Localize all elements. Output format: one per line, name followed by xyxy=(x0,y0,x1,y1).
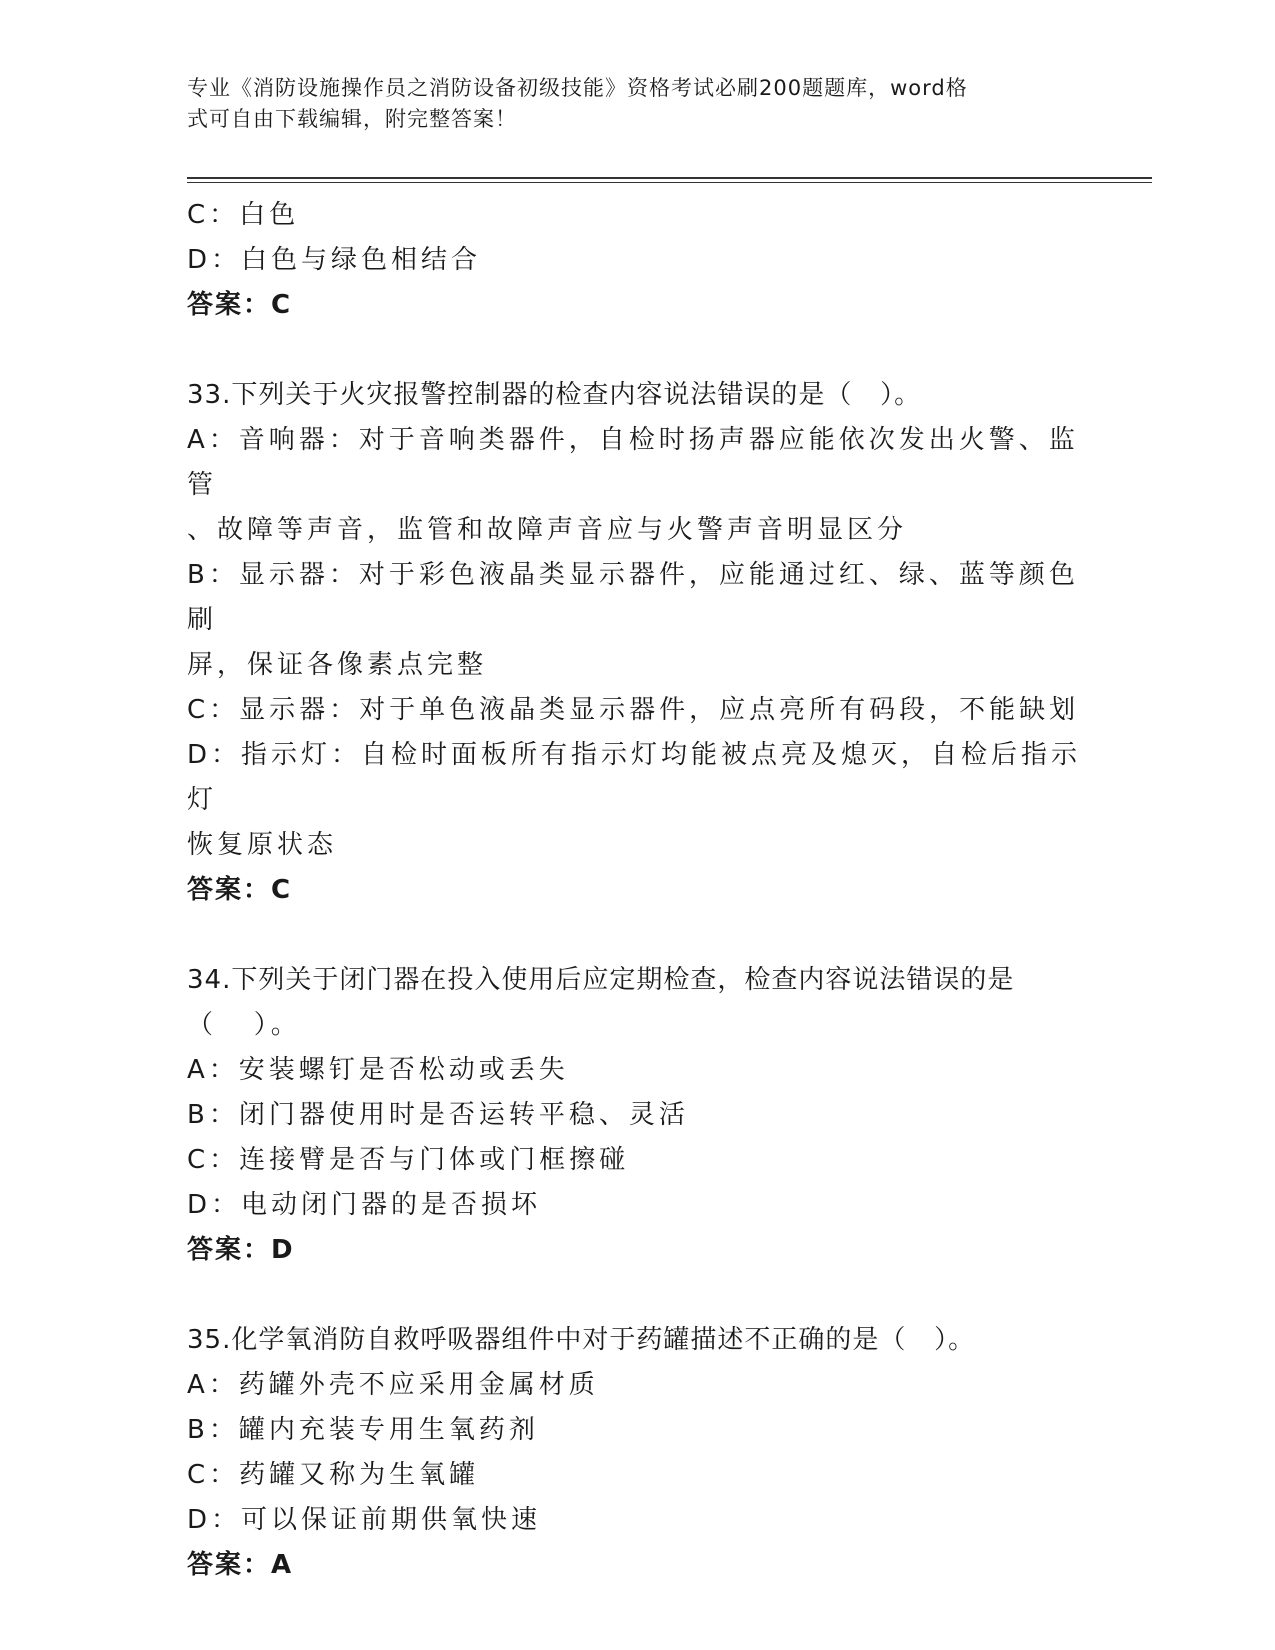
answer-line: 答案：C xyxy=(187,875,293,905)
option-line: C：药罐又称为生氧罐 xyxy=(187,1460,480,1490)
option-line: C：显示器：对于单色液晶类显示器件，应点亮所有码段，不能缺划 xyxy=(187,695,1080,725)
answer-line: 答案：C xyxy=(187,290,293,320)
option-line: C：连接臂是否与门体或门框擦碰 xyxy=(187,1145,630,1175)
option-line: 屏，保证各像素点完整 xyxy=(187,650,488,680)
spacer xyxy=(187,328,1087,373)
option-line: D：可以保证前期供氧快速 xyxy=(187,1505,542,1535)
header-line-2: 式可自由下载编辑，附完整答案！ xyxy=(187,107,517,131)
option-line: D：指示灯：自检时面板所有指示灯均能被点亮及熄灭，自检后指示灯 xyxy=(187,740,1082,815)
header-divider xyxy=(187,177,1152,183)
question-33 xyxy=(187,373,1087,913)
question-stem: （ ）。 xyxy=(187,1010,301,1040)
option-line: D：电动闭门器的是否损坏 xyxy=(187,1190,542,1220)
answer-line: 答案：A xyxy=(187,1550,294,1580)
option-line: C：白色 xyxy=(187,200,300,230)
option-line: B：闭门器使用时是否运转平稳、灵活 xyxy=(187,1100,689,1130)
option-line: B：罐内充装专用生氧药剂 xyxy=(187,1415,539,1445)
option-line: A：药罐外壳不应采用金属材质 xyxy=(187,1370,599,1400)
option-line: 、故障等声音，监管和故障声音应与火警声音明显区分 xyxy=(187,515,908,545)
option-line: A：音响器：对于音响类器件，自检时扬声器应能依次发出火警、监管 xyxy=(187,425,1079,500)
option-line: B：显示器：对于彩色液晶类显示器件，应能通过红、绿、蓝等颜色刷 xyxy=(187,560,1079,635)
question-stem: 35.化学氧消防自救呼吸器组件中对于药罐描述不正确的是（ ）。 xyxy=(187,1325,976,1355)
header-line-1: 专业《消防设施操作员之消防设备初级技能》资格考试必刷200题题库，word格 xyxy=(187,76,968,100)
question-list xyxy=(187,193,1087,1588)
prev-question-tail xyxy=(187,193,1087,328)
question-34 xyxy=(187,958,1087,1273)
document-header xyxy=(187,73,1067,135)
question-stem: 34.下列关于闭门器在投入使用后应定期检查，检查内容说法错误的是 xyxy=(187,965,1015,995)
spacer xyxy=(187,913,1087,958)
question-stem: 33.下列关于火灾报警控制器的检查内容说法错误的是（ ）。 xyxy=(187,380,922,410)
spacer xyxy=(187,1273,1087,1318)
answer-line: 答案：D xyxy=(187,1235,295,1265)
option-line: D：白色与绿色相结合 xyxy=(187,245,482,275)
option-line: 恢复原状态 xyxy=(187,830,338,860)
question-35 xyxy=(187,1318,1087,1588)
option-line: A：安装螺钉是否松动或丢失 xyxy=(187,1055,569,1085)
